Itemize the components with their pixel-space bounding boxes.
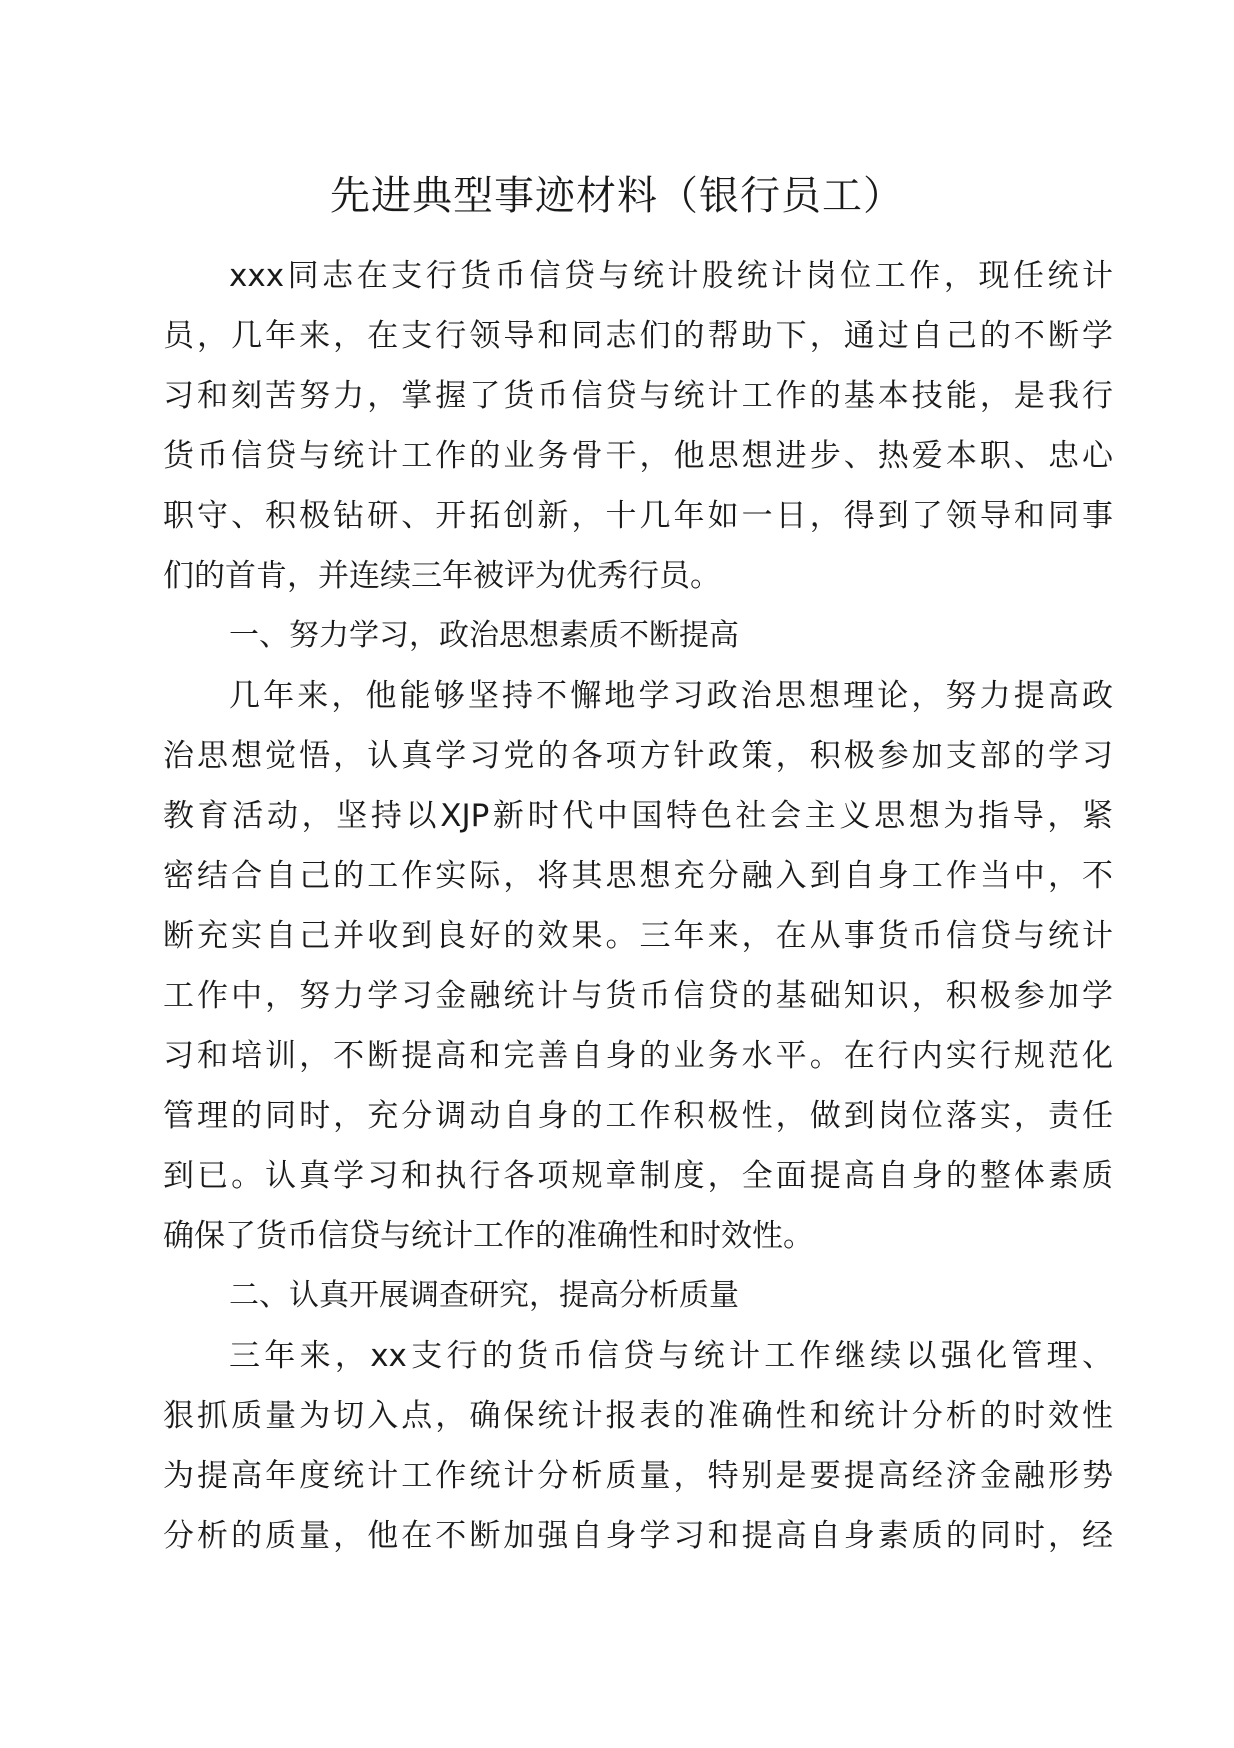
paragraph-line: 三年来，xx支行的货币信贷与统计工作继续以强化管理、 (229, 1338, 1113, 1374)
paragraph-line: 货币信贷与统计工作的业务骨干，他思想进步、热爱本职、忠心 (163, 438, 1113, 474)
section-heading: 二、认真开展调查研究，提高分析质量 (229, 1278, 739, 1313)
paragraph-line: 到已。认真学习和执行各项规章制度，全面提高自身的整体素质 (163, 1158, 1113, 1194)
paragraph-line: 习和刻苦努力，掌握了货币信贷与统计工作的基本技能，是我行 (163, 378, 1113, 414)
document-body (163, 246, 1113, 1566)
paragraph-line: xxx同志在支行货币信贷与统计股统计岗位工作，现任统计 (229, 258, 1113, 294)
paragraph-line: 治思想觉悟，认真学习党的各项方针政策，积极参加支部的学习 (163, 738, 1113, 774)
paragraph-line: 们的首肯，并连续三年被评为优秀行员。 (163, 558, 721, 594)
paragraph-line: 员，几年来，在支行领导和同志们的帮助下，通过自己的不断学 (163, 318, 1113, 354)
paragraph-line: 教育活动，坚持以XJP新时代中国特色社会主义思想为指导，紧 (163, 798, 1113, 834)
section-heading: 一、努力学习，政治思想素质不断提高 (229, 618, 739, 653)
paragraph-line: 几年来，他能够坚持不懈地学习政治思想理论，努力提高政 (229, 678, 1113, 714)
paragraph-line: 习和培训，不断提高和完善自身的业务水平。在行内实行规范化 (163, 1038, 1113, 1074)
paragraph-line: 分析的质量，他在不断加强自身学习和提高自身素质的同时，经 (163, 1518, 1113, 1554)
paragraph-line: 断充实自己并收到良好的效果。三年来，在从事货币信贷与统计 (163, 918, 1113, 954)
paragraph-line: 工作中，努力学习金融统计与货币信贷的基础知识，积极参加学 (163, 978, 1113, 1014)
paragraph-line: 职守、积极钻研、开拓创新，十几年如一日，得到了领导和同事 (163, 498, 1113, 534)
page-title: 先进典型事迹材料（银行员工） (330, 173, 904, 219)
paragraph-line: 管理的同时，充分调动自身的工作积极性，做到岗位落实，责任 (163, 1098, 1113, 1134)
paragraph-line: 密结合自己的工作实际，将其思想充分融入到自身工作当中，不 (163, 858, 1113, 894)
paragraph-line: 确保了货币信贷与统计工作的准确性和时效性。 (163, 1218, 814, 1254)
paragraph-line: 为提高年度统计工作统计分析质量，特别是要提高经济金融形势 (163, 1458, 1113, 1494)
paragraph-line: 狠抓质量为切入点，确保统计报表的准确性和统计分析的时效性 (163, 1398, 1113, 1434)
